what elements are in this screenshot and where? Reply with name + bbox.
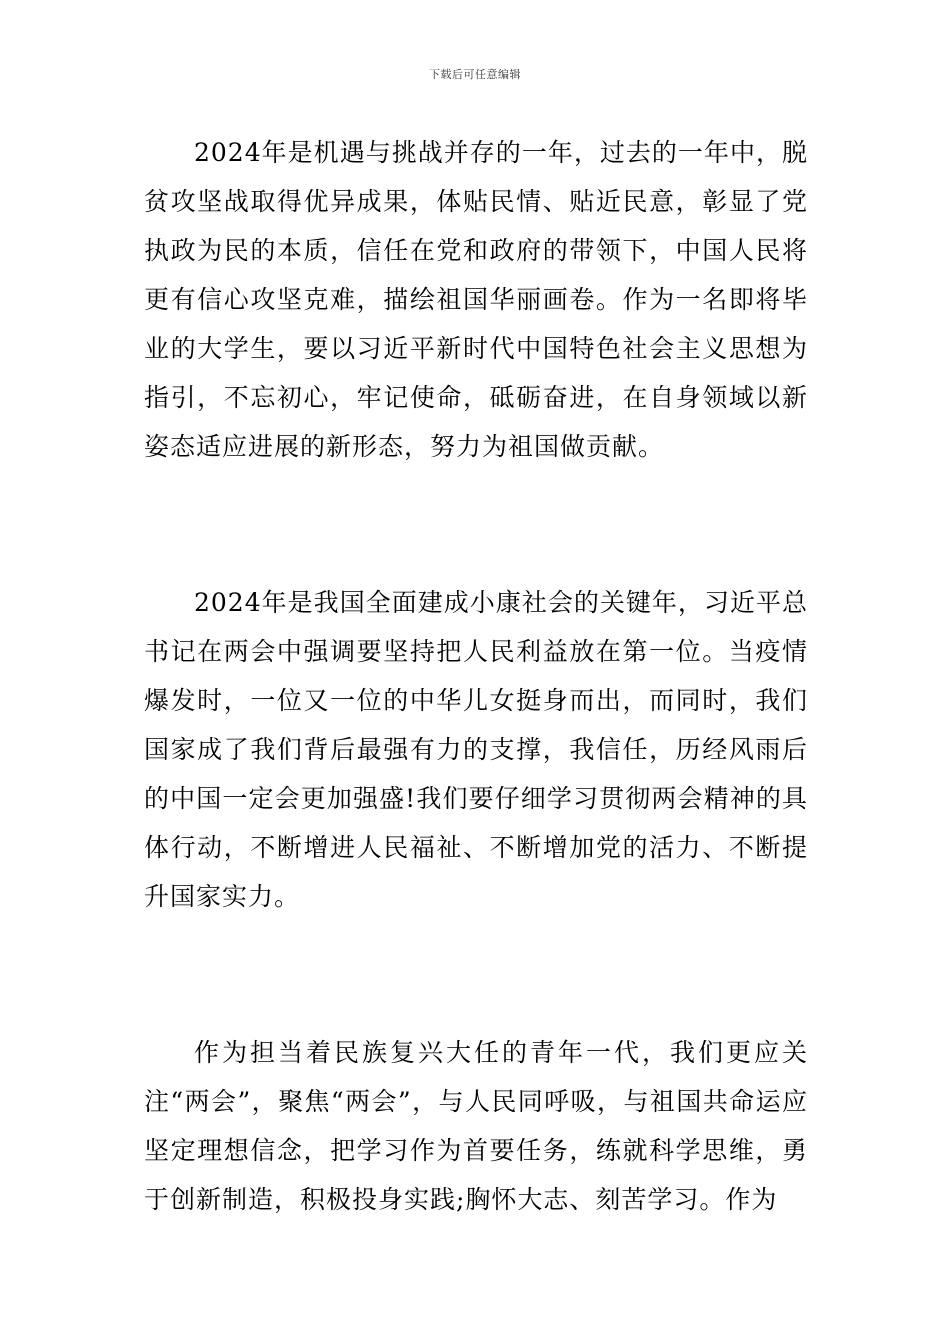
- paragraph-3: 作为担当着民族复兴大任的青年一代，我们更应关注“两会”，聚焦“两会”，与人民同呼吸，与祖国共命运应坚定理想信念，把学习作为首要任务，练就科学思维，勇于创新制造，积极投身实践;胸怀大志、刻苦学习。作为: [144, 1038, 808, 1214]
- header-note: 下载后可任意编辑: [429, 68, 521, 81]
- paragraph-1: 2024年是机遇与挑战并存的一年，过去的一年中，脱贫攻坚战取得优异成果，体贴民情、贴近民意，彰显了党执政为民的本质，信任在党和政府的带领下，中国人民将更有信心攻坚克难，描绘祖国华丽画卷。作为一名即将毕业的大学生，要以习近平新时代中国特色社会主义思想为指引，不忘初心，牢记使命，砥砺奋进，在自身领域以新姿态适应进展的新形态，努力为祖国做贡献。: [144, 138, 808, 461]
- paragraph-2: 2024年是我国全面建成小康社会的关键年，习近平总书记在两会中强调要坚持把人民利益放在第一位。当疫情爆发时，一位又一位的中华儿女挺身而出，而同时，我们国家成了我们背后最强有力的支撑，我信任，历经风雨后的中国一定会更加强盛!我们要仔细学习贯彻两会精神的具体行动，不断增进人民福祉、不断增加党的活力、不断提升国家实力。: [144, 588, 808, 911]
